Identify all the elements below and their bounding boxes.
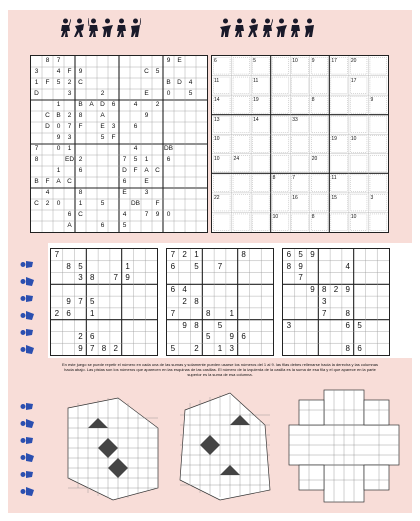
given-digit: 9 bbox=[310, 249, 315, 259]
given-digit: 3 bbox=[144, 188, 149, 196]
given-digit: 1 bbox=[229, 308, 234, 318]
given-digit: DB bbox=[163, 144, 174, 152]
given-digit: 9 bbox=[66, 297, 71, 306]
given-digit: 6 bbox=[133, 122, 138, 130]
ninja-icon bbox=[20, 485, 34, 498]
cage-sum: 5 bbox=[253, 58, 256, 64]
given-digit: 3 bbox=[229, 344, 234, 354]
given-digit: 0 bbox=[166, 210, 171, 218]
given-digit: 9 bbox=[298, 261, 303, 271]
given-digit: 1 bbox=[125, 261, 130, 271]
given-digit: 6 bbox=[89, 332, 95, 342]
ninja-icon bbox=[116, 18, 127, 38]
given-digit: 6 bbox=[170, 261, 176, 271]
given-digit: 7 bbox=[321, 308, 327, 318]
given-digit: 2 bbox=[54, 308, 60, 318]
given-digit: B bbox=[56, 111, 61, 119]
ninja-icon bbox=[20, 343, 34, 356]
given-digit: F bbox=[133, 166, 138, 174]
given-digit: 9 bbox=[78, 344, 83, 354]
given-digit: D bbox=[177, 78, 182, 86]
ninja-icon bbox=[20, 451, 34, 464]
given-digit: 7 bbox=[34, 144, 39, 152]
given-digit: 3 bbox=[111, 122, 116, 130]
given-digit: C bbox=[155, 166, 160, 174]
given-digit: 9 bbox=[144, 111, 149, 119]
given-digit: 3 bbox=[67, 133, 72, 141]
given-digit: DB bbox=[130, 199, 141, 207]
given-digit: F bbox=[78, 122, 83, 130]
given-digit: F bbox=[45, 78, 50, 86]
cage-sum: 10 bbox=[272, 214, 279, 221]
given-digit: 5 bbox=[78, 261, 83, 271]
given-digit: 9 bbox=[125, 273, 130, 283]
given-digit: D bbox=[34, 89, 39, 97]
ninja-banner-left bbox=[60, 18, 141, 38]
ninja-icon bbox=[20, 292, 34, 305]
given-digit: 2 bbox=[194, 344, 199, 354]
cage-sum: 8 bbox=[272, 175, 276, 182]
killer-grid-lines bbox=[212, 56, 388, 232]
given-digit: A bbox=[89, 100, 94, 108]
given-digit: 1 bbox=[34, 78, 39, 86]
ninja-icon bbox=[234, 18, 245, 38]
instructions-text: En este juego se puede repetir el número en cada una de las sumas y solamente pueden usarse los números del 1 al 9. las filas debes rellenarse hacia la derecha y las columnas hacia abajo. Las pistas son los números que aparecen en las esquinas de las casillas. El número de la izquierda de la casilla es la suma de esa fila y el que aparece en la parte superior es la suma de esa columna. bbox=[62, 362, 378, 377]
ninja-icon bbox=[60, 18, 71, 38]
given-digit: 5 bbox=[56, 78, 61, 86]
given-digit: 6 bbox=[345, 320, 350, 330]
given-digit: 3 bbox=[78, 273, 83, 283]
given-digit: 2 bbox=[78, 332, 83, 342]
cage-sum: 14 bbox=[214, 97, 220, 104]
given-digit: 6 bbox=[78, 166, 83, 174]
given-digit: 7 bbox=[56, 56, 61, 64]
given-digit: 8 bbox=[45, 56, 50, 64]
ninja-icon bbox=[304, 18, 315, 38]
given-digit: 2 bbox=[113, 344, 118, 354]
given-digit: 0 bbox=[56, 122, 61, 130]
cage-sum: 15 bbox=[331, 194, 337, 201]
given-digit: 2 bbox=[333, 285, 339, 295]
given-digit: 3 bbox=[67, 89, 72, 97]
given-digit: 2 bbox=[78, 155, 83, 163]
given-digit: E bbox=[177, 56, 182, 64]
ninja-banner-right bbox=[220, 18, 315, 38]
given-digit: 1 bbox=[217, 344, 223, 354]
given-digit: B bbox=[34, 177, 39, 185]
given-digit: 5 bbox=[100, 199, 105, 207]
ninja-icon bbox=[20, 400, 34, 413]
given-digit: 6 bbox=[66, 308, 71, 318]
given-digit: 8 bbox=[241, 249, 246, 259]
given-digit: 8 bbox=[286, 261, 292, 271]
given-digit: 8 bbox=[66, 261, 71, 271]
ninja-column-sudoku bbox=[20, 258, 34, 356]
given-digit: 4 bbox=[122, 210, 127, 218]
cage-sum: 3 bbox=[370, 194, 374, 201]
ninja-icon bbox=[102, 18, 113, 38]
cage-sum: 14 bbox=[253, 116, 259, 123]
given-digit: F bbox=[155, 199, 160, 207]
given-digit: 8 bbox=[194, 320, 199, 330]
given-digit: 8 bbox=[34, 155, 39, 163]
ninja-icon bbox=[276, 18, 287, 38]
given-digit: 8 bbox=[78, 111, 83, 119]
ninja-icon bbox=[20, 326, 34, 339]
cage-sum: 7 bbox=[292, 175, 295, 182]
given-digit: 1 bbox=[67, 144, 72, 152]
given-digit: 1 bbox=[78, 199, 83, 207]
given-digit: 3 bbox=[321, 297, 327, 306]
given-digit: 2 bbox=[182, 249, 187, 259]
given-digit: 7 bbox=[170, 249, 176, 259]
ninja-icon bbox=[220, 18, 231, 38]
given-digit: F bbox=[45, 177, 50, 185]
given-digit: 7 bbox=[170, 308, 176, 318]
given-digit: 2 bbox=[100, 89, 105, 97]
given-digit: 9 bbox=[166, 56, 171, 64]
given-digit: 8 bbox=[101, 344, 107, 354]
given-digit: 6 bbox=[100, 221, 105, 229]
given-digit: 7 bbox=[67, 122, 72, 130]
given-digit: 6 bbox=[111, 100, 116, 108]
given-digit: 9 bbox=[78, 67, 83, 75]
given-digit: 1 bbox=[56, 166, 61, 174]
given-digit: 9 bbox=[310, 285, 315, 295]
given-digit: 9 bbox=[155, 210, 160, 218]
given-digit: 1 bbox=[89, 308, 95, 318]
cage-sum: 10 bbox=[350, 214, 357, 221]
given-digit: 6 bbox=[166, 155, 171, 163]
killer-sudoku-grid[interactable] bbox=[211, 55, 389, 233]
given-digit: F bbox=[111, 133, 116, 141]
ninja-icon bbox=[262, 18, 273, 38]
given-digit: 9 bbox=[345, 285, 350, 295]
given-digit: 4 bbox=[56, 67, 61, 75]
ninja-icon bbox=[74, 18, 85, 38]
cage-sum: 10 bbox=[214, 136, 220, 143]
given-digit: 2 bbox=[182, 297, 187, 306]
ninja-icon bbox=[88, 18, 99, 38]
cage-sum: 22 bbox=[214, 194, 220, 201]
given-digit: 7 bbox=[122, 155, 127, 163]
given-digit: 9 bbox=[229, 332, 234, 342]
cage-sum: 17 bbox=[331, 58, 337, 64]
sudoku-grid-1[interactable] bbox=[50, 248, 158, 356]
given-digit: 2 bbox=[67, 78, 72, 86]
kakuro-puzzle-2[interactable] bbox=[170, 385, 280, 507]
ninja-icon bbox=[20, 468, 34, 481]
given-digit: 5 bbox=[122, 221, 127, 229]
sudoku-grid-2[interactable] bbox=[166, 248, 274, 356]
cage-sum: 10 bbox=[214, 155, 220, 162]
kakuro-puzzle-3[interactable] bbox=[284, 385, 404, 507]
kakuro-puzzle-1[interactable] bbox=[58, 388, 168, 508]
given-digit: 1 bbox=[194, 249, 199, 259]
given-digit: 7 bbox=[217, 261, 223, 271]
given-digit: F bbox=[67, 67, 72, 75]
given-digit: 5 bbox=[298, 249, 303, 259]
given-digit: 7 bbox=[113, 273, 118, 283]
given-digit: 2 bbox=[67, 111, 72, 119]
cage-sum: 17 bbox=[350, 77, 357, 84]
given-digit: 0 bbox=[56, 199, 61, 207]
given-digit: 5 bbox=[170, 344, 176, 354]
given-digit: E bbox=[100, 122, 105, 130]
given-digit: 1 bbox=[144, 155, 149, 163]
cage-sum: 13 bbox=[214, 116, 220, 123]
given-digit: 0 bbox=[56, 144, 61, 152]
given-digit: 4 bbox=[133, 100, 138, 108]
given-digit: C bbox=[78, 78, 83, 86]
given-digit: 3 bbox=[286, 320, 292, 330]
given-digit: 5 bbox=[194, 261, 199, 271]
given-digit: C bbox=[34, 199, 39, 207]
given-digit: 2 bbox=[155, 100, 160, 108]
cage-sum: 11 bbox=[331, 175, 337, 182]
given-digit: C bbox=[78, 210, 83, 218]
given-digit: 7 bbox=[54, 249, 60, 259]
cage-sum: 6 bbox=[214, 58, 217, 64]
cage-sum: 9 bbox=[311, 58, 315, 64]
given-digit: 8 bbox=[321, 285, 327, 295]
given-digit: E bbox=[144, 89, 149, 97]
given-digit: 8 bbox=[205, 308, 211, 318]
given-digit: 8 bbox=[89, 273, 95, 283]
given-digit: 5 bbox=[89, 297, 95, 306]
ninja-column-kakuro bbox=[20, 400, 34, 498]
given-digit: 4 bbox=[182, 285, 187, 295]
ninja-icon bbox=[130, 18, 141, 38]
given-digit: B bbox=[166, 78, 171, 86]
cage-sum: 9 bbox=[370, 97, 374, 104]
given-digit: 8 bbox=[194, 297, 199, 306]
ninja-icon bbox=[20, 275, 34, 288]
given-digit: 7 bbox=[144, 210, 149, 218]
given-digit: 9 bbox=[56, 133, 61, 141]
given-digit: 7 bbox=[298, 273, 303, 283]
given-digit: 9 bbox=[182, 320, 187, 330]
given-digit: 3 bbox=[34, 67, 39, 75]
cage-sum: 11 bbox=[214, 77, 220, 84]
cage-sum: 20 bbox=[350, 58, 357, 64]
ninja-icon bbox=[290, 18, 301, 38]
cage-sum: 33 bbox=[292, 116, 298, 123]
ninja-icon bbox=[20, 434, 34, 447]
given-digit: 8 bbox=[345, 308, 350, 318]
given-digit: A bbox=[67, 221, 72, 229]
cage-sum: 19 bbox=[253, 97, 259, 104]
given-digit: C bbox=[144, 67, 149, 75]
given-digit: 5 bbox=[155, 67, 160, 75]
given-digit: 5 bbox=[188, 89, 193, 97]
given-digit: 6 bbox=[286, 249, 292, 259]
cage-sum: 16 bbox=[292, 194, 298, 201]
hexa-sudoku-grid[interactable] bbox=[30, 55, 208, 233]
given-digit: A bbox=[56, 177, 61, 185]
given-digit: 4 bbox=[45, 188, 50, 196]
ninja-icon bbox=[248, 18, 259, 38]
given-digit: 8 bbox=[78, 188, 83, 196]
given-digit: 6 bbox=[170, 285, 176, 295]
given-digit: 6 bbox=[241, 332, 246, 342]
given-digit: 4 bbox=[345, 261, 350, 271]
ninja-icon bbox=[20, 417, 34, 430]
cage-sum: 19 bbox=[331, 136, 337, 143]
given-digit: 5 bbox=[100, 133, 105, 141]
given-digit: 6 bbox=[122, 177, 127, 185]
cage-sum: 8 bbox=[311, 97, 315, 104]
given-digit: A bbox=[144, 166, 149, 174]
given-digit: 0 bbox=[166, 89, 171, 97]
given-digit: 7 bbox=[89, 344, 95, 354]
given-digit: C bbox=[67, 177, 72, 185]
given-digit: 4 bbox=[133, 144, 138, 152]
given-digit: 5 bbox=[357, 320, 362, 330]
cage-sum: 24 bbox=[233, 155, 240, 162]
given-digit: E bbox=[122, 188, 127, 196]
given-digit: 5 bbox=[205, 332, 211, 342]
cage-sum: 20 bbox=[311, 155, 318, 162]
given-digit: D bbox=[100, 100, 105, 108]
given-digit: 6 bbox=[357, 344, 362, 354]
sudoku-grid-3[interactable] bbox=[282, 248, 390, 356]
given-digit: 6 bbox=[67, 210, 72, 218]
cage-sum: 11 bbox=[253, 77, 259, 84]
given-digit: ED bbox=[64, 155, 75, 163]
given-digit: B bbox=[78, 100, 83, 108]
given-digit: 8 bbox=[345, 344, 350, 354]
given-digit: C bbox=[45, 111, 50, 119]
given-digit: D bbox=[122, 166, 127, 174]
cage-sum: 8 bbox=[311, 214, 315, 221]
given-digit: 5 bbox=[217, 320, 223, 330]
ninja-icon bbox=[20, 309, 34, 322]
given-digit: 7 bbox=[78, 297, 83, 306]
given-digit: 1 bbox=[56, 100, 61, 108]
cage-sum: 10 bbox=[292, 58, 298, 64]
given-digit: 4 bbox=[188, 78, 193, 86]
given-digit: 2 bbox=[45, 199, 50, 207]
cage-sum: 10 bbox=[350, 136, 357, 143]
given-digit: D bbox=[45, 122, 50, 130]
ninja-icon bbox=[20, 258, 34, 271]
given-digit: A bbox=[100, 111, 105, 119]
given-digit: E bbox=[144, 177, 149, 185]
given-digit: 5 bbox=[133, 155, 138, 163]
